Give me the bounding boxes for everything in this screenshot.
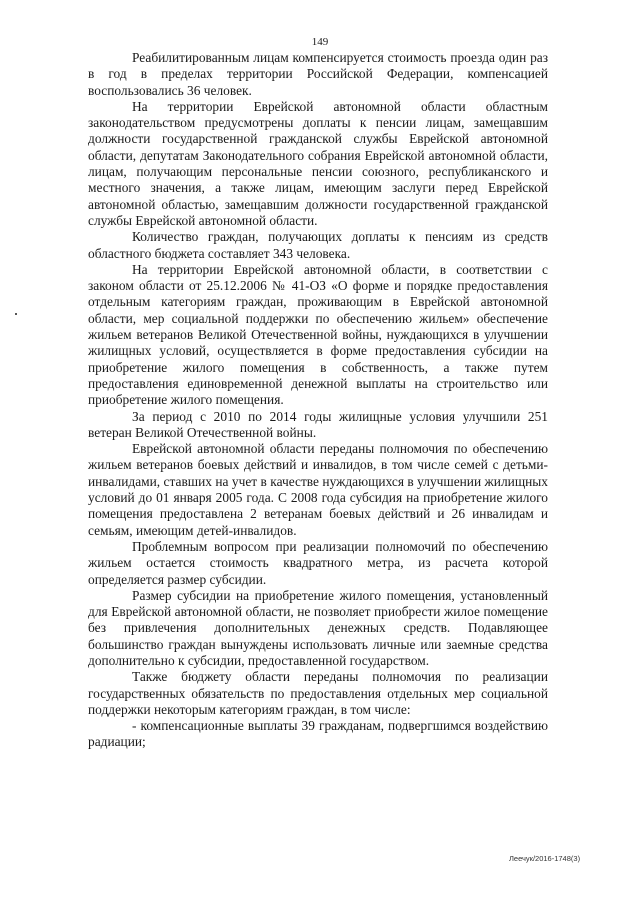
paragraph: - компенсационные выплаты 39 гражданам, подвергшимся воздействию радиации; [88, 718, 548, 750]
margin-dot [15, 313, 17, 315]
paragraph: Проблемным вопросом при реализации полномочий по обеспечению жильем остается стоимость квадратного метра, из расчета которой определяется размер субсидии. [88, 538, 548, 587]
page-number: 149 [311, 36, 329, 48]
paragraph: На территории Еврейской автономной области, в соответствии с законом области от 25.12.2006 № 41-ОЗ «О форме и порядке предоставления отдельным категориям граждан, проживающим в Еврейской автономной области, мер социальной поддержки по обеспечению жильем» обеспечение жильем ветеранов Великой Отечественной войны, нуждающихся в улучшении жилищных условий, осуществляется в форме предоставления субсидии на приобретение жилого помещения в собственность, а также путем предоставления единовременной денежной выплаты на строительство или приобретение жилого помещения. [88, 261, 548, 408]
paragraph: Еврейской автономной области переданы полномочия по обеспечению жильем ветеранов боевых действий и инвалидов, в том числе семей с детьми-инвалидами, ставших на учет в качестве нуждающихся в улучшении жилищных условий до 01 января 2005 года. С 2008 года субсидия на приобретение жилого помещения предоставлена 2 ветеранам боевых действий и 26 инвалидам и семьям, имеющим детей-инвалидов. [88, 441, 548, 538]
document-code: Леечук/2016-1748(3) [509, 854, 581, 863]
paragraph: Размер субсидии на приобретение жилого помещения, установленный для Еврейской автономной области, не позволяет приобрести жилое помещение без привлечения дополнительных денежных средств. Подавляющее большинство граждан вынуждены использовать личные или заемные средства дополнительно к субсидии, предоставленной государством. [88, 587, 548, 668]
paragraph: За период с 2010 по 2014 годы жилищные условия улучшили 251 ветеран Великой Отечественной войны. [88, 408, 548, 440]
paragraph: Реабилитированным лицам компенсируется стоимость проезда один раз в год в пределах территории Российской Федерации, компенсацией воспользовались 36 человек. [88, 50, 548, 98]
paragraph: Также бюджету области переданы полномочия по реализации государственных обязательств по предоставления отдельных мер социальной поддержки некоторым категориям граждан, в том числе: [88, 669, 548, 717]
paragraph: Количество граждан, получающих доплаты к пенсиям из средств областного бюджета составляет 343 человека. [88, 229, 548, 261]
document-body [88, 50, 548, 751]
paragraph: На территории Еврейской автономной области областным законодательством предусмотрены доплаты к пенсии лицам, замещавшим должности государственной гражданской службы Еврейской автономной области, депутатам Законодательного собрания Еврейской автономной области, лицам, получающим персональные пенсии союзного, республиканского и местного значения, а также лицам, имеющим заслуги перед Еврейской автономной областью, замещавшим должности государственной гражданской службы Еврейской автономной области. [88, 98, 548, 228]
